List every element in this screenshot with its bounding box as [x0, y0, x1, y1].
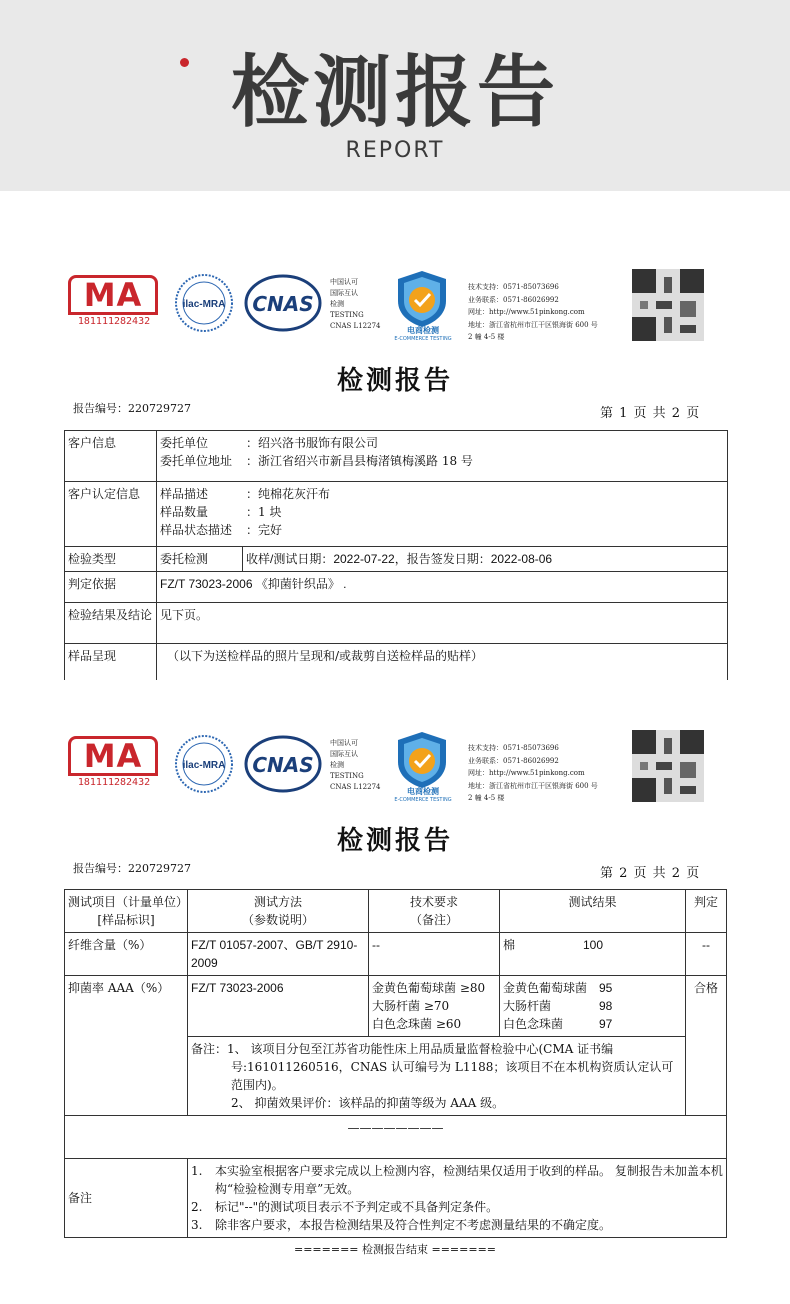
contact-info: 技术支持：0571-85073696 业务联系：0571-86026992 网址：http://www.51pinkong.com 地址：浙江省杭州市江干区银海街 600 号 2 幢 4-5 楼	[468, 283, 598, 341]
cma-logo: MA 181111282432	[68, 275, 160, 327]
cnas-logo	[244, 734, 322, 794]
svg-text:ilac-MRA: ilac-MRA	[182, 760, 226, 771]
report-title-page2: 检测报告	[336, 826, 453, 856]
table-row-fiber: 纤维含量（%） FZ/T 01057-2007、GB/T 2910-2009 -- 棉 100 --	[65, 933, 727, 976]
report-title-page1: 检测报告	[336, 366, 453, 396]
svg-text:ilac-MRA: ilac-MRA	[182, 299, 226, 310]
note-item: 3. 除非客户要求，本报告检测结果及符合性判定不考虑测量结果的不确定度。	[191, 1218, 612, 1232]
ecommerce-label: 电商检测 E-COMMERCE TESTING	[394, 326, 452, 342]
table-row-remark: 备注：1、 该项目分包至江苏省功能性床上用品质量监督检验中心(CMA 证书编 号:161011260516，CNAS 认可编号为 L1188；该项目不在本机构资质认定认可 范围内)。 2、 抑菌效果评价：该样品的抑菌等级为 AAA 级。	[65, 1037, 727, 1116]
cnas-caption: 中国认可 国际互认 检测 TESTING CNAS L12274	[330, 739, 381, 791]
qr-code-icon	[632, 269, 704, 341]
ilac-mra-logo	[174, 734, 234, 794]
logo-header-page2	[60, 724, 720, 814]
table-header-row: 测试项目（计量单位） [样品标识] 测试方法 （参数说明） 技术要求 （备注） 测试结果 判定	[65, 890, 727, 933]
page2-results-table	[64, 889, 727, 1238]
banner-title: 检测报告	[230, 48, 559, 138]
contact-info: 技术支持：0571-85073696 业务联系：0571-86026992 网址：http://www.51pinkong.com 地址：浙江省杭州市江干区银海街 600 号 2 幢 4-5 楼	[468, 744, 598, 802]
table-row-type: 检验类型 委托检测 收样/测试日期：2022-07-22，报告签发日期：2022-08-06	[65, 547, 728, 572]
table-row-basis: 判定依据 FZ/T 73023-2006 《抑菌针织品》 .	[65, 572, 728, 603]
cma-logo: MA 181111282432	[68, 736, 160, 788]
banner-subtitle: REPORT	[345, 138, 445, 163]
ecommerce-label: 电商检测 E-COMMERCE TESTING	[394, 787, 452, 803]
svg-text:CNAS: CNAS	[252, 753, 314, 777]
report-number-page2: 报告编号：220729727	[73, 862, 191, 875]
table-row-divider: ————————	[65, 1116, 727, 1159]
table-row-result: 检验结果及结论 见下页。	[65, 603, 728, 644]
table-row-antibacterial: 抑菌率 AAA（%） FZ/T 73023-2006 金黄色葡萄球菌 ≥80 大肠杆菌 ≥70 白色念珠菌 ≥60 金黄色葡萄球菌 95 大肠杆菌 98 白色念珠菌 97 合格	[65, 976, 727, 1037]
table-row-photo: 样品呈现 （以下为送检样品的照片呈现和/或裁剪自送检样品的贴样）	[65, 644, 728, 681]
cnas-caption: 中国认可 国际互认 检测 TESTING CNAS L12274	[330, 278, 381, 330]
page-indicator-page1: 第 1 页 共 2 页	[600, 406, 701, 421]
svg-text:CNAS: CNAS	[252, 292, 314, 316]
report-number-page1: 报告编号：220729727	[73, 402, 191, 415]
qr-code-icon	[632, 730, 704, 802]
table-row-client: 客户信息 委托单位 ：绍兴洛书服饰有限公司 委托单位地址 ：浙江省绍兴市新昌县梅渚镇梅溪路 18 号	[65, 431, 728, 482]
report-banner	[0, 0, 790, 191]
note-item: 1. 本实验室根据客户要求完成以上检测内容，检测结果仅适用于收到的样品。 复制报告未加盖本机构“检验检测专用章”无效。	[191, 1164, 723, 1196]
page1-info-table	[64, 430, 728, 680]
table-row-sample: 客户认定信息 样品描述 ：纯棉花灰汗布 样品数量 ：1 块 样品状态描述 ：完好	[65, 482, 728, 547]
logo-header-page1	[60, 263, 720, 353]
cnas-logo	[244, 273, 322, 333]
report-end-marker: ======= 检测报告结束 =======	[293, 1243, 497, 1256]
page-indicator-page2: 第 2 页 共 2 页	[600, 866, 701, 881]
ilac-mra-logo	[174, 273, 234, 333]
table-row-notes: 备注 1. 本实验室根据客户要求完成以上检测内容，检测结果仅适用于收到的样品。 复制报告未加盖本机构“检验检测专用章”无效。 2. 标记"--"的测试项目表示不予判定或不具备判定条件。 3. 除非客户要求，本报告检测结果及符合性判定不考虑测量结果的不确定度。	[65, 1159, 727, 1238]
note-item: 2. 标记"--"的测试项目表示不予判定或不具备判定条件。	[191, 1200, 499, 1214]
